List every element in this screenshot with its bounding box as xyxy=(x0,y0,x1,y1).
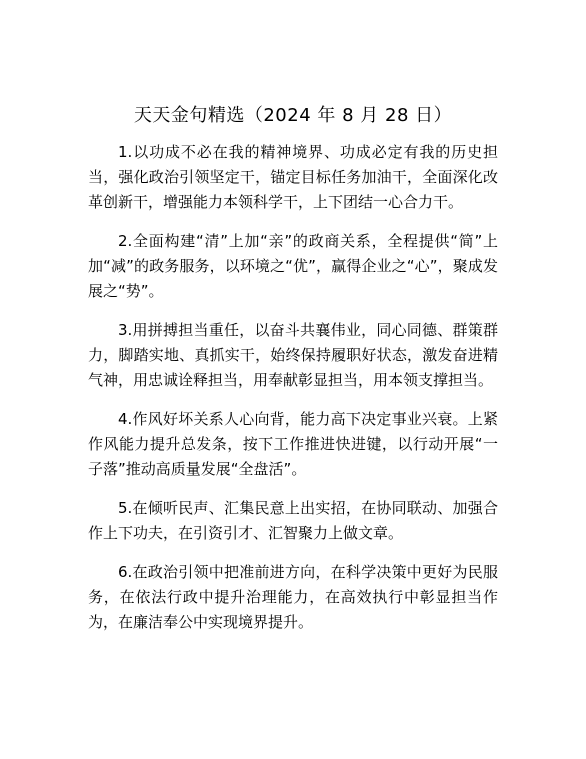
paragraph-6: 6.在政治引领中把准前进方向，在科学决策中更好为民服务，在依法行政中提升治理能力，在高效执行中彰显担当作为，在廉洁奉公中实现境界提升。 xyxy=(88,563,498,631)
document-body xyxy=(88,140,498,649)
paragraph-1: 1.以功成不必在我的精神境界、功成必定有我的历史担当，强化政治引领坚定干，锚定目标任务加油干，全面深化改革创新干，增强能力本领科学干，上下团结一心合力干。 xyxy=(88,143,498,211)
paragraph-3: 3.用拼搏担当重任，以奋斗共襄伟业，同心同德、群策群力，脚踏实地、真抓实干，始终保持履职好状态，激发奋进精气神，用忠诚诠释担当，用奉献彰显担当，用本领支撑担当。 xyxy=(88,321,498,389)
paragraph-4: 4.作风好坏关系人心向背，能力高下决定事业兴衰。上紧作风能力提升总发条，按下工作推进快进键，以行动开展“一子落”推动高质量发展“全盘活”。 xyxy=(88,410,498,478)
paragraph-5: 5.在倾听民声、汇集民意上出实招，在协同联动、加强合作上下功夫，在引资引才、汇智聚力上做文章。 xyxy=(88,499,498,542)
paragraph-2: 2.全面构建“清”上加“亲”的政商关系，全程提供“简”上加“减”的政务服务，以环境之“优”，赢得企业之“心”，聚成发展之“势”。 xyxy=(88,232,498,300)
document-title: 天天金句精选（2024 年 8 月 28 日） xyxy=(133,105,453,126)
